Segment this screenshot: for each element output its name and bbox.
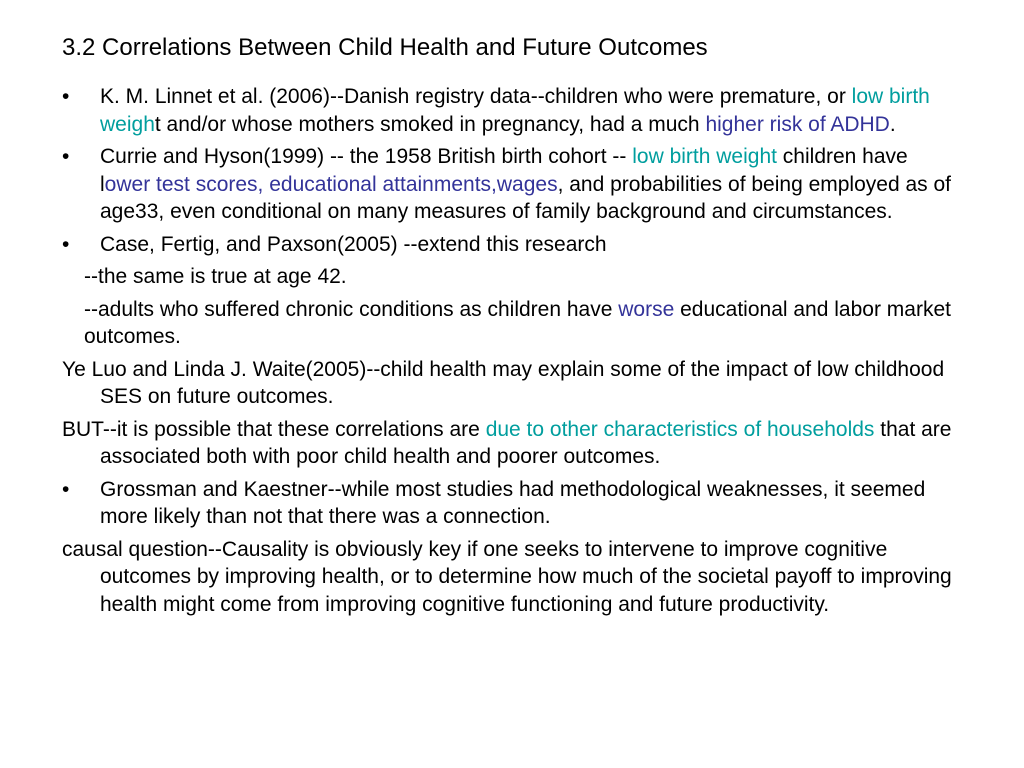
highlighted-text: low birth weigh [100, 85, 930, 136]
text-run: Grossman and Kaestner--while most studies had methodological weaknesses, it seemed more likely than not that there was a connection. [100, 477, 926, 528]
text-run: --adults who suffered chronic conditions as children have [84, 297, 619, 321]
text-run: K. M. Linnet et al. (2006)--Danish registry data--children who were premature, or [100, 85, 852, 108]
highlighted-text: ower test scores, educational attainments,wages [104, 172, 558, 196]
sub-item [62, 296, 962, 351]
text-run: Case, Fertig, and Paxson(2005) --extend this research [100, 232, 607, 256]
slide-title: 3.2 Correlations Between Child Health and Future Outcomes [62, 34, 708, 61]
text-run: BUT--it is possible that these correlations are [62, 417, 486, 441]
text-run: educational and labor market outcomes. [84, 297, 951, 348]
text-paragraph [62, 356, 962, 411]
text-run: Ye Luo and Linda J. Waite(2005)--child health may explain some of the impact of low childhood SES on future outcomes. [62, 357, 945, 408]
text-paragraph [62, 536, 962, 619]
text-run: , and probabilities of being employed as of age33, even conditional on many measures of family background and circumstances. [100, 172, 951, 223]
text-run: Currie and Hyson(1999) -- the 1958 British birth cohort -- [100, 145, 633, 168]
text-run: --the same is true at age 42. [84, 265, 347, 288]
highlighted-text: due to other characteristics of households [485, 417, 875, 441]
text-run: children have l [100, 145, 908, 196]
text-run: causal question--Causality is obviously key if one seeks to intervene to improve cognitive outcomes by improving health, or to determine how much of the societal payoff to improving health might come from improving cognitive functioning and future productivity. [62, 537, 952, 616]
highlighted-text: higher risk of ADHD [705, 112, 890, 136]
highlighted-text: worse [618, 297, 675, 321]
bullet-item [62, 231, 962, 259]
bullet-item [62, 476, 962, 531]
slide-body [62, 83, 962, 623]
bullet-item [62, 143, 962, 226]
text-run: . [889, 112, 896, 136]
highlighted-text: low birth weight [632, 145, 777, 168]
text-paragraph [62, 416, 962, 471]
bullet-item [62, 83, 962, 138]
sub-item [62, 263, 962, 291]
text-run: that are associated both with poor child health and poorer outcomes. [100, 417, 952, 468]
text-run: t and/or whose mothers smoked in pregnancy, had a much [154, 112, 706, 136]
